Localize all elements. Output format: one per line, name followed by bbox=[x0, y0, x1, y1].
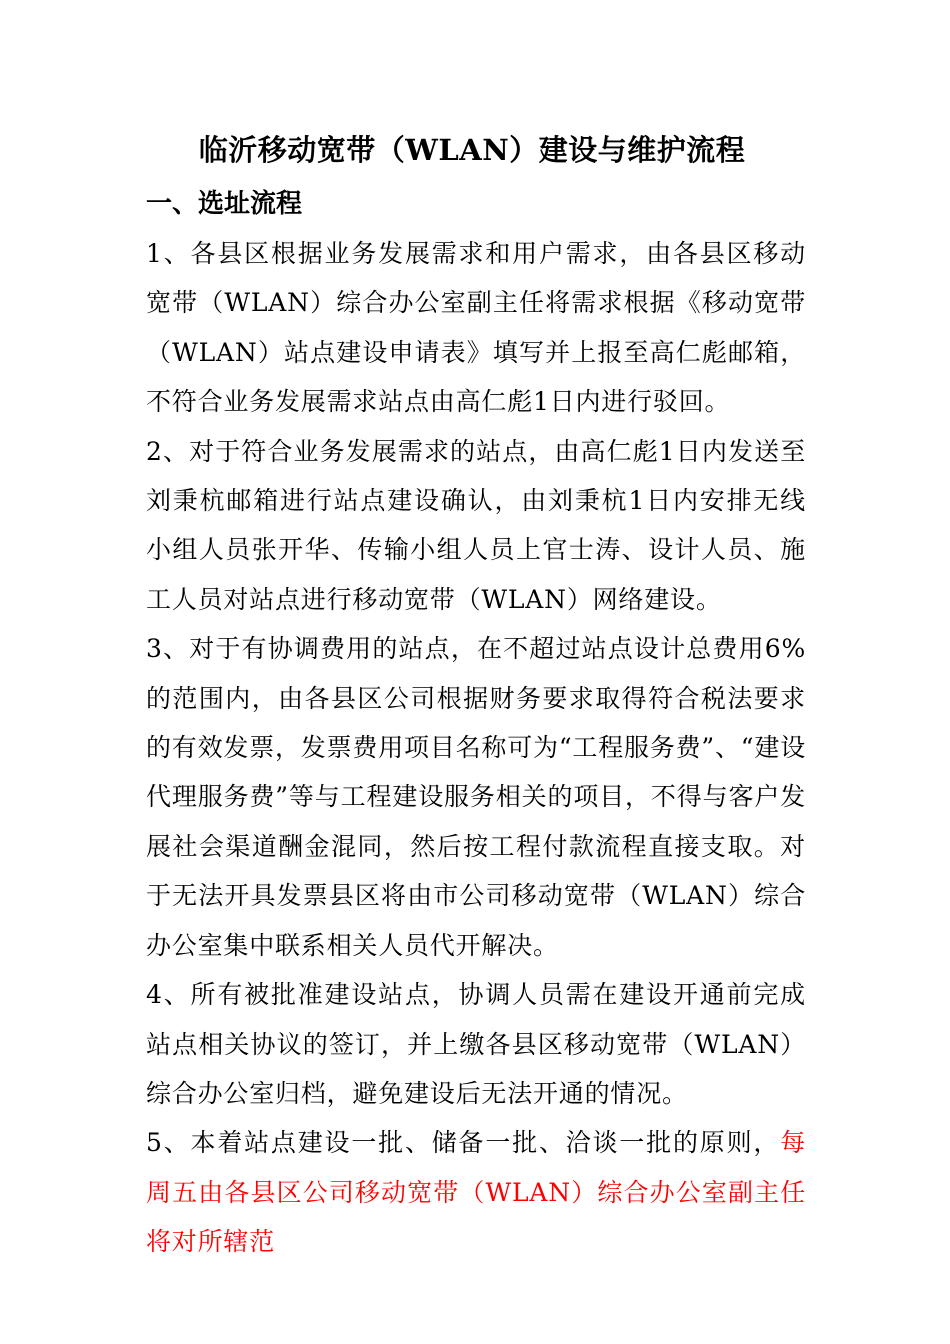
section-heading-site-selection: 一、选址流程 bbox=[146, 189, 303, 219]
paragraph-5-text: 5、本着站点建设一批、储备一批、洽谈一批的原则， bbox=[146, 1128, 781, 1158]
document-title: 临沂移动宽带（WLAN）建设与维护流程 bbox=[198, 133, 746, 167]
paragraph-1: 1、各县区根据业务发展需求和用户需求，由各县区移动宽带（WLAN）综合办公室副主任将需求根据《移动宽带（WLAN）站点建设申请表》填写并上报至高仁彪邮箱，不符合业务发展需求站点由高仁彪1日内进行驳回。 bbox=[146, 239, 806, 417]
paragraph-4: 4、所有被批准建设站点，协调人员需在建设开通前完成站点相关协议的签订，并上缴各县区移动宽带（WLAN）综合办公室归档，避免建设后无法开通的情况。 bbox=[146, 980, 806, 1108]
paragraph-2: 2、对于符合业务发展需求的站点，由高仁彪1日内发送至刘秉杭邮箱进行站点建设确认，由刘秉杭1日内安排无线小组人员张开华、传输小组人员上官士涛、设计人员、施工人员对站点进行移动宽带（WLAN）网络建设。 bbox=[146, 436, 806, 614]
paragraph-5-highlight: 每周五由各县区公司移动宽带（WLAN）综合办公室副主任将对所辖范 bbox=[146, 1128, 806, 1257]
paragraph-3: 3、对于有协调费用的站点，在不超过站点设计总费用6%的范围内，由各县区公司根据财务要求取得符合税法要求的有效发票，发票费用项目名称可为“工程服务费”、“建设代理服务费”等与工程建设服务相关的项目，不得与客户发展社会渠道酬金混同，然后按工程付款流程直接支取。对于无法开具发票县区将由市公司移动宽带（WLAN）综合办公室集中联系相关人员代开解决。 bbox=[146, 634, 806, 960]
paragraph-5 bbox=[146, 1118, 806, 1266]
document-page bbox=[146, 120, 806, 1267]
